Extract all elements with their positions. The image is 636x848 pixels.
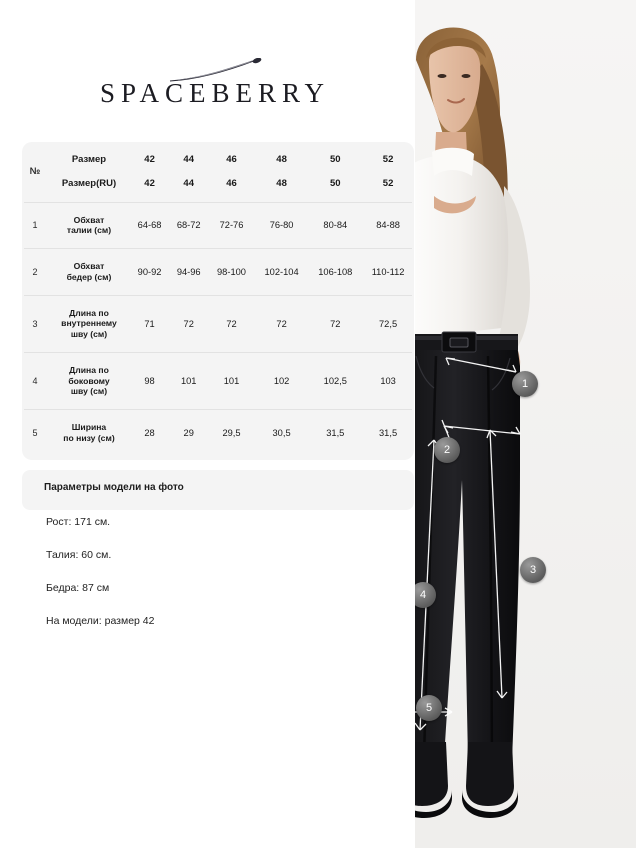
list-item: Бедра: 87 см bbox=[46, 582, 110, 594]
cell-value: 72 bbox=[226, 318, 237, 329]
size-value: 44 bbox=[183, 154, 194, 166]
cell-value: 72,5 bbox=[379, 318, 398, 329]
list-item: На модели: размер 42 bbox=[46, 615, 155, 627]
table-header-row-2 bbox=[22, 172, 414, 196]
row-label bbox=[48, 209, 130, 242]
size-value: 50 bbox=[330, 154, 341, 166]
table-row bbox=[22, 255, 414, 288]
row-label-line: Ширина bbox=[71, 422, 107, 433]
measurement-marker-1[interactable]: 1 bbox=[512, 371, 538, 397]
row-divider bbox=[22, 346, 414, 359]
cell-value: 71 bbox=[144, 318, 155, 329]
cell-value: 64-68 bbox=[137, 220, 162, 231]
size-table bbox=[22, 148, 414, 450]
row-label bbox=[48, 302, 130, 346]
table-header-row-1 bbox=[22, 148, 414, 172]
cell-value: 72-76 bbox=[219, 220, 244, 231]
row-number: 5 bbox=[32, 427, 38, 438]
row-label-line: талии (см) bbox=[66, 225, 112, 236]
row-number: 2 bbox=[32, 266, 38, 277]
row-label bbox=[48, 416, 130, 449]
size-ru-value: 42 bbox=[144, 178, 155, 190]
size-ru-value: 44 bbox=[183, 178, 194, 190]
size-ru-value: 46 bbox=[226, 178, 237, 190]
measurement-marker-4[interactable]: 4 bbox=[415, 582, 436, 608]
cell-value: 102-104 bbox=[264, 266, 299, 277]
table-row bbox=[22, 302, 414, 346]
cell-value: 28 bbox=[144, 427, 155, 438]
cell-value: 31,5 bbox=[379, 427, 398, 438]
cell-value: 90-92 bbox=[137, 266, 162, 277]
brand-header bbox=[0, 58, 430, 109]
cell-value: 80-84 bbox=[323, 220, 348, 231]
row-label-line: Длина по bbox=[69, 364, 109, 375]
size-value: 48 bbox=[276, 154, 287, 166]
size-value: 52 bbox=[382, 154, 394, 166]
row-header-size-ru: Размер(RU) bbox=[61, 177, 117, 189]
model-photo-image bbox=[415, 0, 636, 848]
row-label-line: внутреннему bbox=[61, 318, 117, 329]
size-value: 42 bbox=[144, 154, 155, 166]
row-label-line: Обхват bbox=[73, 261, 105, 272]
model-photo bbox=[415, 0, 636, 848]
row-label-line: боковому bbox=[68, 375, 110, 386]
cell-value: 84-88 bbox=[376, 220, 400, 231]
cell-value: 72 bbox=[330, 318, 341, 329]
cell-value: 29,5 bbox=[222, 427, 241, 438]
cell-value: 72 bbox=[276, 318, 287, 329]
cell-value: 76-80 bbox=[269, 220, 294, 231]
cell-value: 94-96 bbox=[176, 266, 201, 277]
row-label bbox=[48, 359, 130, 403]
row-divider bbox=[22, 403, 414, 416]
row-divider bbox=[22, 289, 414, 302]
model-params-title: Параметры модели на фото bbox=[44, 482, 184, 493]
cell-value: 30,5 bbox=[272, 427, 291, 438]
cell-value: 98 bbox=[144, 375, 155, 386]
size-ru-value: 52 bbox=[382, 178, 394, 190]
comet-swoosh-icon bbox=[160, 58, 270, 84]
cell-value: 110-112 bbox=[371, 266, 405, 277]
list-item: Рост: 171 см. bbox=[46, 516, 111, 528]
row-divider bbox=[22, 196, 414, 209]
row-label-line: шву (см) bbox=[70, 329, 108, 340]
row-number: 4 bbox=[32, 375, 38, 386]
measurement-marker-5[interactable]: 5 bbox=[416, 695, 442, 721]
row-label-line: по низу (см) bbox=[63, 432, 115, 443]
cell-value: 101 bbox=[180, 375, 197, 386]
row-label bbox=[48, 255, 130, 288]
cell-value: 102 bbox=[273, 375, 290, 386]
brand-name: SPACEBERRY bbox=[99, 78, 331, 108]
measurement-marker-3[interactable]: 3 bbox=[520, 557, 546, 583]
cell-value: 31,5 bbox=[326, 427, 345, 438]
table-row bbox=[22, 359, 414, 403]
table-row bbox=[22, 416, 414, 449]
cell-value: 68-72 bbox=[176, 220, 201, 231]
row-number: 3 bbox=[32, 318, 38, 329]
size-table-card bbox=[22, 142, 414, 460]
measurement-marker-2[interactable]: 2 bbox=[434, 437, 460, 463]
cell-value: 103 bbox=[380, 375, 396, 386]
column-header-number: № bbox=[29, 166, 41, 178]
row-label-line: шву (см) bbox=[70, 386, 108, 397]
row-label-line: Обхват bbox=[73, 214, 105, 225]
size-value: 46 bbox=[226, 154, 237, 166]
cell-value: 29 bbox=[183, 427, 194, 438]
row-number: 1 bbox=[32, 220, 38, 231]
table-row bbox=[22, 209, 414, 242]
list-item: Талия: 60 см. bbox=[46, 549, 112, 561]
cell-value: 72 bbox=[183, 318, 194, 329]
cell-value: 106-108 bbox=[318, 266, 353, 277]
cell-value: 98-100 bbox=[217, 266, 246, 277]
size-ru-value: 50 bbox=[330, 178, 341, 190]
cell-value: 102,5 bbox=[323, 375, 347, 386]
model-params-card bbox=[22, 470, 414, 510]
cell-value: 101 bbox=[223, 375, 240, 386]
row-label-line: бедер (см) bbox=[66, 271, 112, 282]
row-divider bbox=[22, 242, 414, 255]
model-params-list bbox=[46, 516, 386, 648]
row-header-size: Размер bbox=[71, 154, 107, 165]
size-ru-value: 48 bbox=[276, 178, 287, 190]
row-label-line: Длина по bbox=[69, 307, 109, 318]
